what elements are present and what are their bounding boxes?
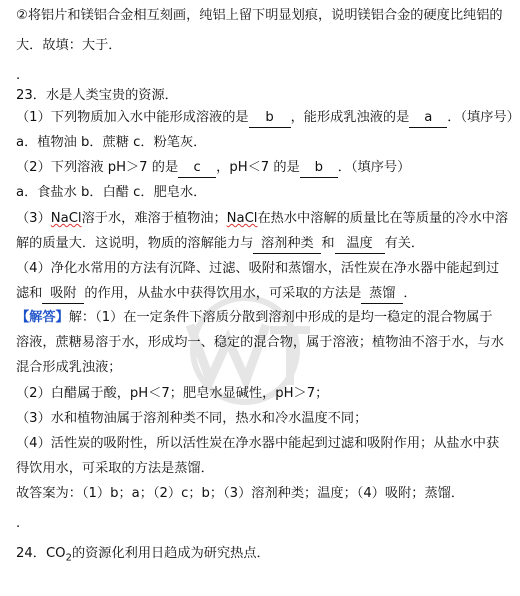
q23-options-2: a．食盐水 b．白醋 c．肥皂水．	[16, 185, 207, 200]
q23-part3-text-e: 和	[321, 236, 335, 251]
q23-part3-text-d: 解的质量大．这说明，物质的溶解能力与	[16, 236, 254, 251]
solution-tag: 【解答】	[16, 310, 69, 325]
q23-part2-text-c: ．（填序号）	[337, 160, 411, 175]
q23-part4-answer-1: 吸附	[42, 285, 84, 304]
q23-part3-text-c: 在热水中溶解的质量比在等质量的冷水中溶	[257, 211, 509, 226]
q23-part3-text-a: （3）	[16, 211, 51, 226]
solution-line-3: 混合形成乳浊液；	[16, 360, 122, 375]
q24-title	[16, 542, 469, 566]
q23-part3-line-2	[16, 232, 469, 256]
solution-line-6: （4）活性炭的吸附性，所以活性炭在净水器中能起到过滤和吸附作用；从盐水中获	[16, 436, 500, 451]
intro-line-2: 大．故填：大于．	[16, 38, 122, 53]
solution-line-2: 溶液，蔗糖易溶于水，形成均一、稳定的混合物，属于溶液；植物油不溶于水，与水	[16, 335, 504, 350]
q23-part4-text-c: 的作用，从盐水中获得饮用水，可采取的方法是	[84, 286, 362, 301]
q23-part1-text-b: ，能形成乳浊液的是	[290, 110, 410, 125]
q23-part2-text-b: ，pH＜7 的是	[216, 160, 300, 175]
nacl-formula-1: NaCl	[50, 211, 82, 226]
spacer-dot-2: .	[16, 516, 21, 531]
q23-part1-answer-1: b	[249, 109, 291, 128]
q23-part2-text-a: （2）下列溶液 pH＞7 的是	[16, 160, 179, 175]
q23-part4-text-d: ．	[403, 286, 417, 301]
q23-part4-text-b: 滤和	[16, 286, 43, 301]
final-answer: 故答案为：（1）b；a；（2）c；b；（3）溶剂种类；温度；（4）吸附；蒸馏．	[16, 486, 465, 501]
q23-part1-answer-2: a	[409, 109, 447, 128]
q23-part2	[16, 156, 469, 180]
q23-part3-text-f: 有关．	[384, 236, 425, 251]
solution-line-7: 得饮用水，可采取的方法是蒸馏．	[16, 461, 214, 476]
q23-title: 23．水是人类宝贵的资源．	[16, 88, 178, 103]
q23-options-1: a．植物油 b．蔗糖 c．粉笔灰．	[16, 135, 207, 150]
q23-part3-answer-2: 温度	[335, 235, 385, 254]
q23-part3-answer-1: 溶剂种类	[253, 235, 321, 254]
q23-part4-answer-2: 蒸馏	[361, 285, 403, 304]
q23-part4-line-2	[16, 282, 469, 306]
solution-text-1: 解：（1）在一定条件下溶质分散到溶剂中形成的是均一稳定的混合物属于	[68, 310, 493, 325]
q24-text-b: 的资源化利用日趋成为研究热点．	[71, 546, 270, 561]
q23-part1-text-c: ．（填序号）	[447, 110, 520, 125]
q24-text-a: 24．CO	[16, 546, 66, 561]
q24-subscript: 2	[65, 552, 72, 564]
q23-part2-answer-1: c	[178, 159, 216, 178]
q23-part4-line-1: （4）净化水常用的方法有沉降、过滤、吸附和蒸馏水，活性炭在净水器中能起到过	[16, 261, 500, 276]
spacer-dot: .	[16, 68, 21, 83]
q23-part3-text-b: 溶于水，难溶于植物油；	[81, 211, 227, 226]
intro-line-1: ②将铝片和镁铝合金相互刻画，纯铝上留下明显划痕，说明镁铝合金的硬度比纯铝的	[16, 8, 503, 23]
q23-part1	[16, 106, 520, 130]
solution-line-5: （3）水和植物油属于溶剂种类不同，热水和冷水温度不同；	[16, 411, 368, 426]
q23-part1-text-a: （1）下列物质加入水中能形成溶液的是	[16, 110, 249, 125]
q23-part2-answer-2: b	[300, 159, 338, 178]
nacl-formula-2: NaCl	[226, 211, 258, 226]
q23-part3-line-1	[16, 207, 509, 231]
solution-line-4: （2）白醋属于酸，pH＜7；肥皂水显碱性，pH＞7；	[16, 386, 329, 401]
solution-line-1	[16, 306, 493, 330]
